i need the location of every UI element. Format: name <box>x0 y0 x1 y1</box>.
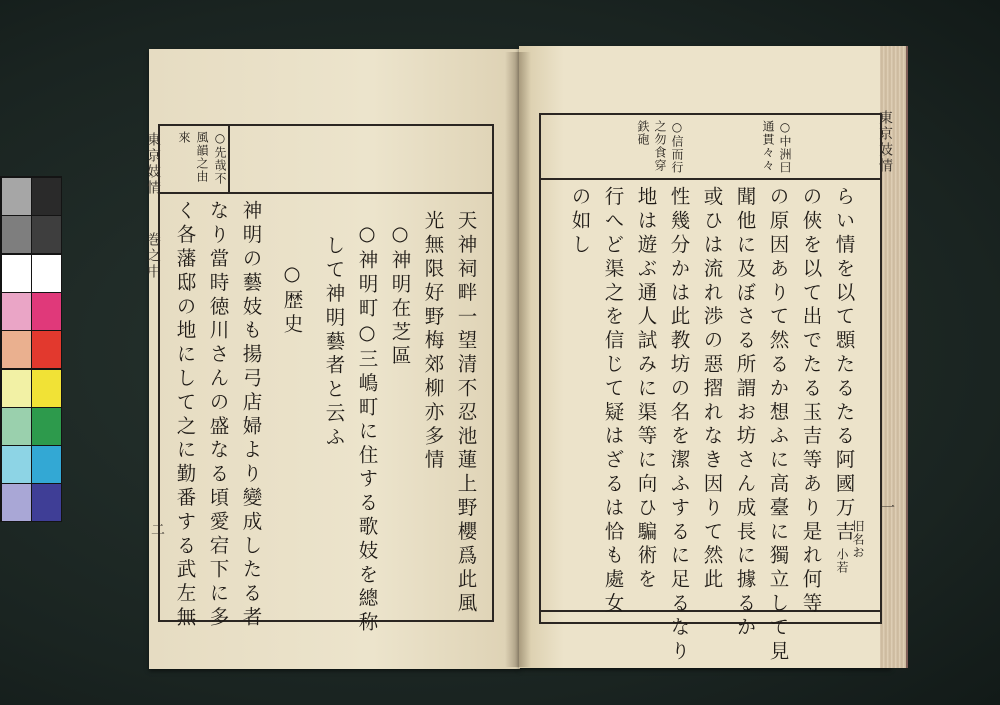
right-column-7: 地は遊ぶ通人試みに渠等に向ひ騙術を <box>634 186 658 593</box>
left-note-2: 風韻之由 <box>195 131 209 183</box>
color-checker <box>0 176 62 522</box>
color-patch <box>2 484 31 521</box>
left-note-divider <box>228 126 230 192</box>
color-patch <box>2 408 31 445</box>
left-column-7: 神明の藝妓も揚弓店婦より變成したる者 <box>239 200 263 631</box>
left-column-1: 天神祠畔一望清不忍池蓮上野櫻爲此風 <box>454 210 478 617</box>
left-column-8: なり當時徳川さんの盛なる頃愛宕下に多 <box>206 200 230 631</box>
color-patch <box>2 255 31 292</box>
color-patch <box>32 446 61 483</box>
color-patch <box>2 331 31 368</box>
book-gutter <box>505 52 531 667</box>
right-header-rule <box>539 178 882 180</box>
right-note-4: 之勿食穿 <box>653 120 667 172</box>
right-note-3: ○信而行 <box>670 120 684 174</box>
left-column-5: して神明藝者と云ふ <box>322 235 346 451</box>
right-small-note-1: 旧名お <box>851 520 865 559</box>
left-note-1: ○先哉不 <box>213 131 227 185</box>
left-column-9: く各藩邸の地にして之に勤番する武左無 <box>173 200 197 631</box>
right-small-note-2: 小若 <box>835 548 849 574</box>
right-column-8: 行へど渠之を信じて疑はざるは恰も處女 <box>601 186 625 617</box>
color-patch <box>32 293 61 330</box>
color-patch <box>32 255 61 292</box>
left-column-4: ○神明町○三嶋町に住する歌妓を總称 <box>355 222 379 636</box>
color-patch <box>2 446 31 483</box>
left-column-6: ○歴史 <box>280 262 304 338</box>
right-note-1: ○中洲曰 <box>778 120 792 174</box>
left-page-number: 二 <box>149 522 165 536</box>
color-patch <box>2 293 31 330</box>
color-patch <box>32 216 61 253</box>
right-column-3: の原因ありて然るか想ふに高臺に獨立して見 <box>766 186 790 664</box>
color-patch <box>32 408 61 445</box>
color-patch <box>2 370 31 407</box>
left-margin-title: 東京妓情 <box>145 132 161 196</box>
color-patch <box>2 178 31 215</box>
right-column-1: らい情を以て顋たるたる阿國万吉 <box>832 186 856 545</box>
color-patch <box>32 370 61 407</box>
color-patch <box>32 484 61 521</box>
left-header-rule <box>158 192 494 194</box>
right-footer-rule <box>539 610 882 612</box>
color-patch <box>32 178 61 215</box>
right-column-2: の俠を以て出でたる玉吉等あり是れ何等 <box>799 186 823 617</box>
right-column-4: 聞他に及ぼさる所謂お坊さん成長に據るか <box>733 186 757 641</box>
color-patch <box>2 216 31 253</box>
color-patch <box>32 331 61 368</box>
right-column-9: の如し <box>568 186 592 258</box>
left-column-3: ○神明在芝區 <box>388 222 412 369</box>
left-column-2: 光無限好野梅郊柳亦多情 <box>421 210 445 473</box>
right-margin-title: 東京妓情 <box>877 110 893 174</box>
right-note-5: 鉄砲 <box>636 120 650 146</box>
left-margin-volume: 巻之中 <box>145 232 161 280</box>
right-page-number: 一 <box>879 500 895 514</box>
right-note-2: 通貫々々 <box>761 120 775 172</box>
left-note-3: 來 <box>177 131 191 144</box>
right-column-6: 性幾分かは此教坊の名を潔ふするに足るなり <box>667 186 691 664</box>
right-column-5: 或ひは流れ渉の惡摺れなき因りて然此 <box>700 186 724 593</box>
